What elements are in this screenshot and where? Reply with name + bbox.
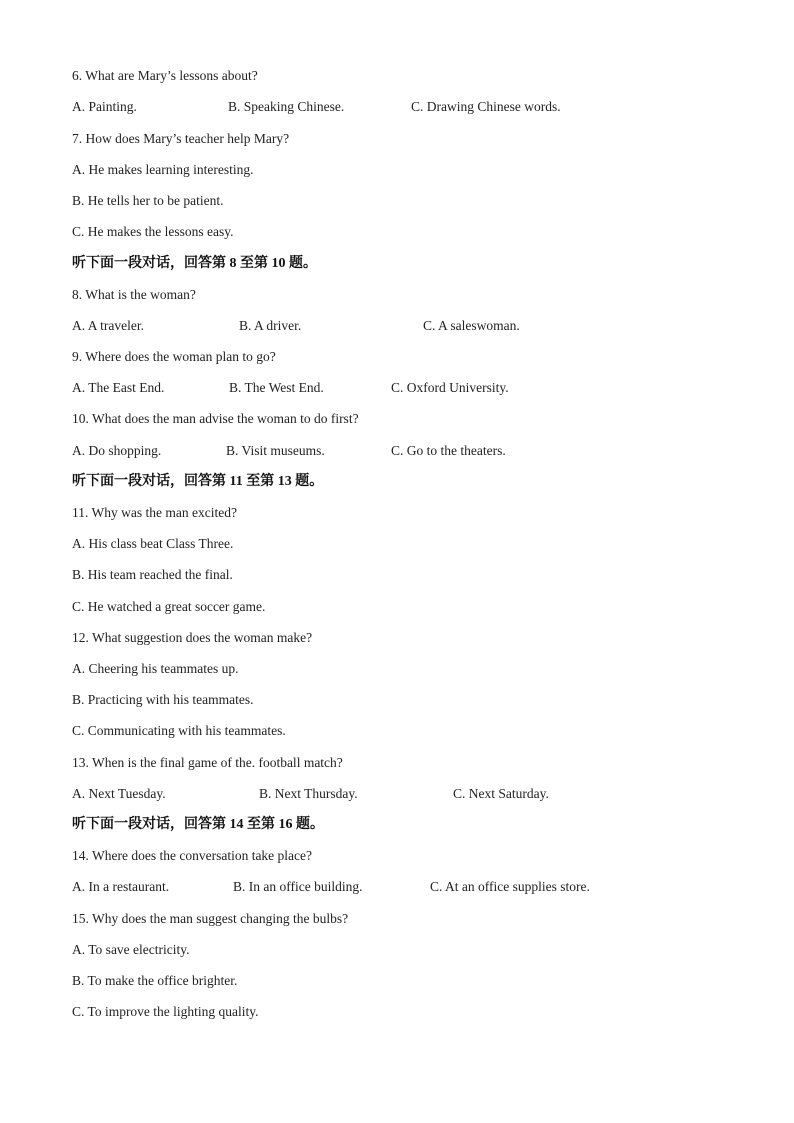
question-6: 6. What are Mary’s lessons about? [72,68,258,83]
option-b: B. He tells her to be patient. [72,193,224,208]
option-c: C. To improve the lighting quality. [72,1004,259,1019]
option-b: B. Visit museums. [226,443,325,458]
question-10: 10. What does the man advise the woman to do first? [72,411,359,426]
option-c: C. Oxford University. [391,380,509,395]
option-a: A. Painting. [72,99,137,114]
option-b: B. Speaking Chinese. [228,99,345,114]
option-c: C. Go to the theaters. [391,443,506,458]
option-c: C. Drawing Chinese words. [411,99,561,114]
question-14: 14. Where does the conversation take place? [72,848,313,863]
option-b: B. A driver. [239,318,302,333]
question-8: 8. What is the woman? [72,287,196,302]
option-a: A. To save electricity. [72,942,190,957]
section-heading: 听下面一段对话，回答第 11 至第 13 题。 [72,474,324,489]
option-a: A. Cheering his teammates up. [72,661,239,676]
option-c: C. At an office supplies store. [430,879,590,894]
option-a: A. A traveler. [72,318,144,333]
option-c: C. Communicating with his teammates. [72,723,286,738]
option-b: B. Practicing with his teammates. [72,692,254,707]
option-c: C. He watched a great soccer game. [72,599,266,614]
question-15: 15. Why does the man suggest changing the bulbs? [72,911,349,926]
option-a: A. His class beat Class Three. [72,536,234,551]
option-c: C. Next Saturday. [453,786,549,801]
question-12: 12. What suggestion does the woman make? [72,630,313,645]
section-heading: 听下面一段对话，回答第 14 至第 16 题。 [72,817,324,832]
question-11: 11. Why was the man excited? [72,505,237,520]
option-b: B. In an office building. [233,879,363,894]
option-c: C. He makes the lessons easy. [72,224,234,239]
option-b: B. His team reached the final. [72,567,233,582]
option-b: B. The West End. [229,380,324,395]
section-heading: 听下面一段对话，回答第 8 至第 10 题。 [72,256,317,271]
question-9: 9. Where does the woman plan to go? [72,349,276,364]
option-a: A. In a restaurant. [72,879,170,894]
option-a: A. He makes learning interesting. [72,162,254,177]
option-a: A. Do shopping. [72,443,162,458]
option-b: B. To make the office brighter. [72,973,238,988]
question-13: 13. When is the final game of the. football match? [72,755,343,770]
option-c: C. A saleswoman. [423,318,520,333]
option-a: A. The East End. [72,380,165,395]
option-a: A. Next Tuesday. [72,786,166,801]
question-7: 7. How does Mary’s teacher help Mary? [72,131,290,146]
option-b: B. Next Thursday. [259,786,358,801]
